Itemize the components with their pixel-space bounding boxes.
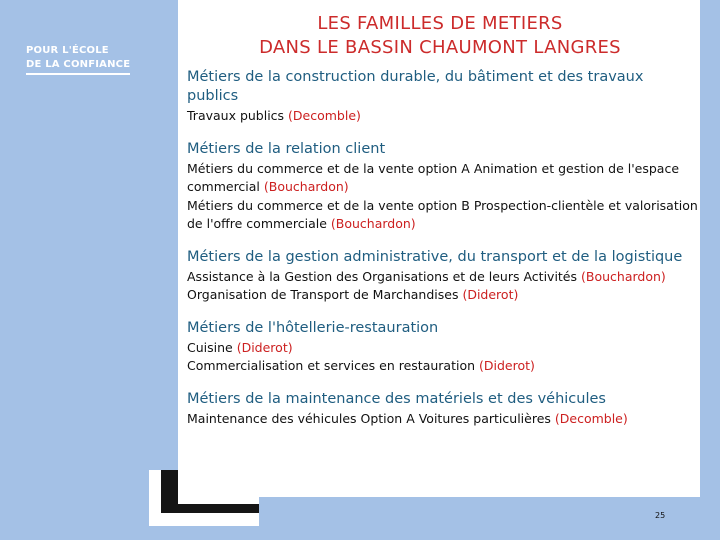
slide-title — [180, 12, 700, 60]
diploma-name: Métiers du commerce et de la vente option A Animation et gestion de l'espace commercial — [187, 160, 680, 194]
diploma-line — [187, 268, 699, 287]
content-area — [187, 68, 699, 442]
brand-logo — [26, 44, 130, 75]
family-section — [187, 319, 699, 376]
page-number: 25 — [655, 511, 666, 520]
left-blue-band — [0, 0, 178, 540]
diploma-name: Assistance à la Gestion des Organisations et de leurs Activités — [187, 268, 581, 284]
family-section — [187, 140, 699, 234]
slide-title-line-1: LES FAMILLES DE METIERS — [317, 13, 563, 34]
corner-decoration-vertical — [161, 470, 178, 513]
diploma-line — [187, 107, 699, 126]
slide-title-line-2: DANS LE BASSIN CHAUMONT LANGRES — [259, 37, 621, 58]
diploma-line — [187, 197, 699, 234]
diploma-name: Commercialisation et services en restauration — [187, 358, 480, 373]
family-heading: Métiers de la gestion administrative, du transport et de la logistique — [187, 248, 683, 265]
diploma-name: Métiers du commerce et de la vente option B Prospection-clientèle et valorisation de l'offre commerciale — [187, 197, 698, 231]
school-name: (Bouchardon) — [330, 216, 416, 231]
family-heading: Métiers de la maintenance des matériels et des véhicules — [187, 390, 606, 407]
family-section — [187, 248, 699, 305]
diploma-name: Travaux publics — [187, 108, 289, 123]
family-section — [187, 68, 699, 126]
school-name: (Diderot) — [462, 287, 519, 302]
school-name: (Diderot) — [479, 358, 535, 373]
diploma-name: Organisation de Transport de Marchandises — [187, 287, 463, 302]
family-heading: Métiers de la relation client — [187, 140, 386, 157]
family-heading: Métiers de l'hôtellerie-restauration — [187, 319, 439, 336]
school-name: (Diderot) — [236, 339, 293, 355]
diploma-line — [187, 339, 699, 358]
diploma-line — [187, 160, 699, 197]
diploma-name: Maintenance des véhicules Option A Voitures particulières — [187, 410, 555, 426]
diploma-line — [187, 357, 699, 376]
school-name: (Bouchardon) — [263, 179, 349, 194]
school-name: (Decomble) — [288, 108, 361, 123]
right-blue-band — [700, 0, 720, 540]
brand-line-1: POUR L'ÉCOLE — [26, 45, 109, 56]
school-name: (Bouchardon) — [581, 268, 666, 284]
family-heading: Métiers de la construction durable, du bâtiment et des travaux publics — [187, 69, 644, 104]
school-name: (Decomble) — [554, 410, 628, 426]
brand-line-2: DE LA CONFIANCE — [26, 58, 130, 75]
diploma-line — [187, 410, 699, 429]
diploma-line — [187, 286, 699, 305]
family-section — [187, 390, 699, 429]
diploma-name: Cuisine — [187, 339, 237, 355]
